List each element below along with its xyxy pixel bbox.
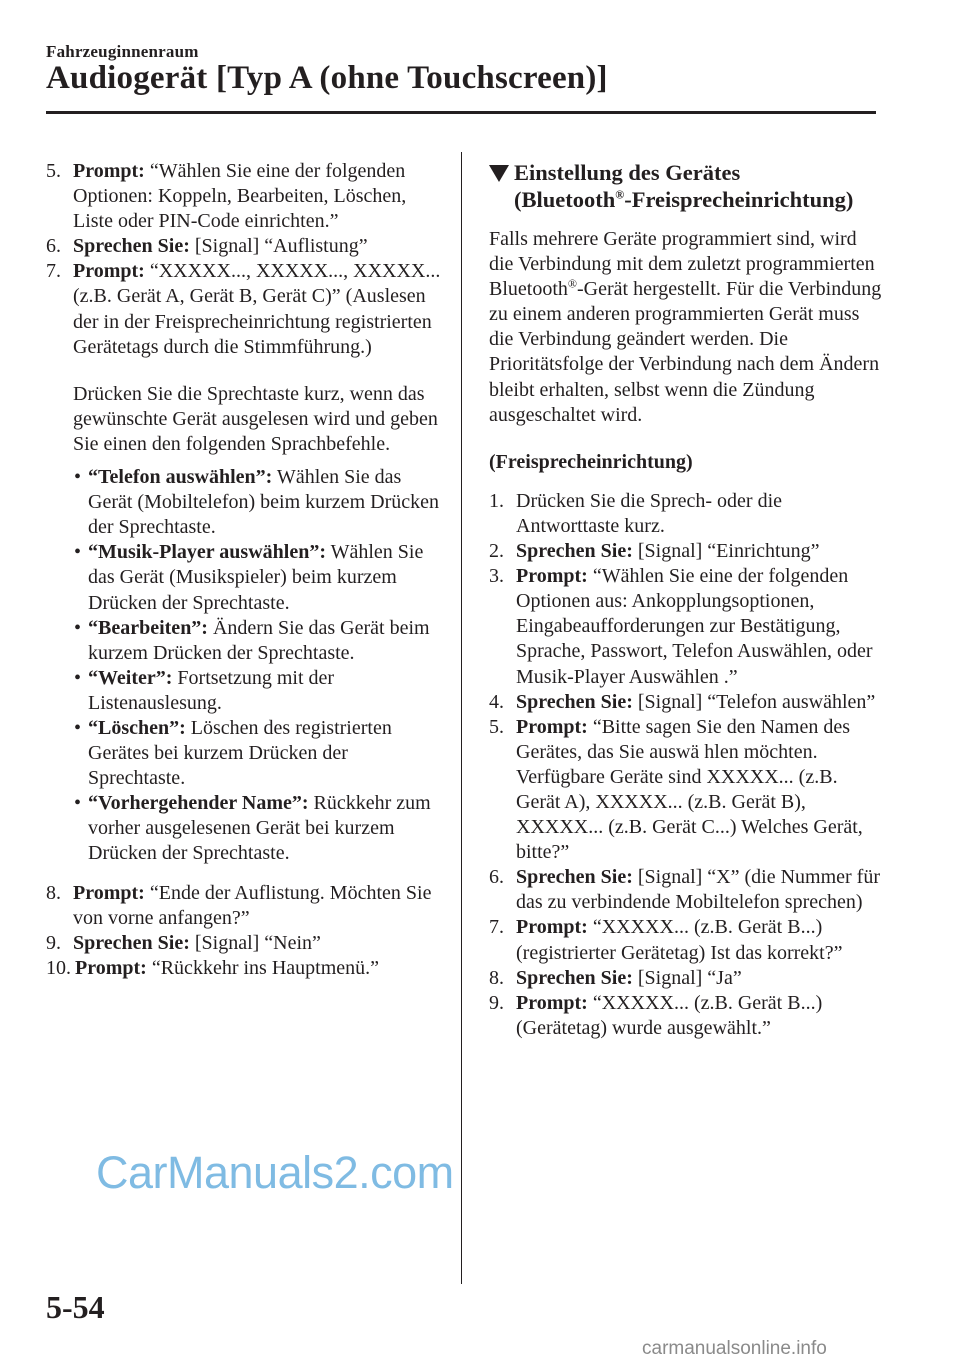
column-divider	[461, 152, 462, 1284]
step-text: “Bitte sagen Sie den Namen des Gerätes, das Sie auswä hlen möchten. Verfügbare Geräte sind XXXXX... (z.B. Gerät A), XXXXX... (z.B. Gerät B), XXXXX... (z.B. Gerät C...) Welches Gerät, bitte?”	[516, 715, 863, 864]
bullet-text: Löschen des registrierten Gerätes bei kurzem Drücken der Sprechtaste.	[88, 716, 392, 790]
bullet-label: “Löschen”:	[88, 716, 186, 739]
step-number: 8.	[46, 881, 61, 904]
step-label: Prompt:	[516, 715, 588, 738]
step-note: Drücken Sie die Sprechtaste kurz, wenn das gewünschte Gerät ausgelesen wird und geben Sie einen den folgenden Sprachbefehle.	[73, 382, 438, 455]
step-number: 5.	[46, 160, 61, 182]
step-label: Prompt:	[516, 916, 588, 939]
step-label: Sprechen Sie:	[516, 540, 633, 563]
bullet-label: “Vorhergehender Name”:	[88, 792, 309, 815]
step-item	[489, 865, 884, 915]
triangle-marker-icon	[489, 165, 509, 182]
step-number: 9.	[489, 991, 504, 1014]
step-text: [Signal] “X” (die Nummer für das zu verbindende Mobiltelefon sprechen)	[516, 866, 880, 914]
page-title: Audiogerät [Typ A (ohne Touchscreen)]	[46, 60, 608, 96]
bullet-text: Ändern Sie das Gerät beim kurzem Drücken der Sprechtaste.	[88, 616, 430, 664]
step-text: [Signal] “Telefon auswählen”	[632, 690, 876, 713]
step-number: 7.	[46, 260, 61, 283]
step-text: “Rückkehr ins Hauptmenü.”	[146, 956, 380, 979]
bullet-item: • “Telefon auswählen”: Wählen Sie das Gerät (Mobiltelefon) beim kurzem Drücken der Sprechtaste.	[74, 466, 439, 539]
step-number: 7.	[489, 916, 504, 939]
step-label: Prompt:	[73, 881, 145, 904]
left-column	[46, 159, 441, 981]
right-column	[489, 159, 884, 1041]
step-text: “Ende der Auflistung. Möchten Sie von vorne anfangen?”	[73, 881, 432, 929]
intro-paragraph: Falls mehrere Geräte programmiert sind, wird die Verbindung mit dem zuletzt programmierten Bluetooth®-Gerät hergestellt. Für die Verbindung zu einem anderen programmierten Gerät muss die Verbindung geändert werden. Die Prioritätsfolge der Verbindung nach dem Ändern bleibt erhalten, selbst wenn die Zündung ausgeschaltet wird.	[489, 228, 882, 426]
step-item	[489, 715, 884, 866]
step-item	[489, 564, 884, 689]
step-number: 3.	[489, 565, 504, 588]
step-item	[46, 956, 441, 981]
step-item	[489, 489, 884, 539]
step-label: Prompt:	[73, 260, 145, 283]
bullet-label: “Bearbeiten”:	[88, 616, 208, 639]
step-item	[489, 966, 884, 991]
bullet-label: “Musik-Player auswählen”:	[88, 541, 326, 564]
step-text: [Signal] “Nein”	[189, 931, 321, 954]
bullet-text: Wählen Sie das Gerät (Musikspieler) beim kurzem Drücken der Sprechtaste.	[88, 541, 424, 614]
bullet-text: Wählen Sie das Gerät (Mobiltelefon) beim kurzem Drücken der Sprechtaste.	[88, 466, 439, 539]
step-text: “Wählen Sie eine der folgenden Optionen: Koppeln, Bearbeiten, Löschen, Liste oder PIN-Code einrichten.”	[73, 160, 407, 233]
bullet-text: Rückkehr zum vorher ausgelesenen Gerät bei kurzem Drücken der Sprechtaste.	[88, 792, 431, 865]
bullet-item: • “Musik-Player auswählen”: Wählen Sie das Gerät (Musikspieler) beim kurzem Drücken der Sprechtaste.	[74, 541, 424, 614]
step-item	[489, 539, 884, 564]
footer-watermark[interactable]: carmanualsonline.info	[642, 1338, 827, 1359]
step-label: Prompt:	[516, 565, 588, 588]
bullet-item: • “Vorhergehender Name”: Rückkehr zum vorher ausgelesenen Gerät bei kurzem Drücken der Sprechtaste.	[74, 792, 431, 865]
step-text: [Signal] “Ja”	[632, 966, 742, 989]
step-item	[46, 259, 441, 359]
step-label: Sprechen Sie:	[73, 235, 190, 258]
bullet-label: “Weiter”:	[88, 666, 173, 689]
step-item	[46, 159, 441, 234]
section-label: Fahrzeuginnenraum	[46, 42, 199, 61]
header-divider	[46, 111, 876, 114]
step-text: “XXXXX... (z.B. Gerät B...) (Gerätetag) wurde ausgewählt.”	[516, 991, 823, 1039]
bullet-text: Fortsetzung mit der Listenauslesung.	[88, 666, 335, 714]
step-item	[489, 915, 884, 965]
step-number: 6.	[46, 235, 61, 258]
step-label: Sprechen Sie:	[73, 931, 190, 954]
section-heading: Einstellung des Gerätes (Bluetooth®-Freisprecheinrichtung)	[489, 159, 884, 213]
step-text: [Signal] “Auflistung”	[189, 235, 368, 258]
step-label: Prompt:	[516, 991, 588, 1014]
step-item	[46, 931, 441, 956]
bullet-label: “Telefon auswählen”:	[88, 466, 273, 489]
step-number: 4.	[489, 690, 504, 713]
step-item	[489, 690, 884, 715]
watermark-logo[interactable]: CarManuals2.com	[96, 1147, 454, 1198]
step-number: 5.	[489, 715, 504, 738]
bullet-item: • “Weiter”: Fortsetzung mit der Listenauslesung.	[74, 666, 335, 714]
step-item	[46, 881, 441, 931]
step-number: 10.	[46, 956, 71, 979]
step-label: Prompt:	[73, 160, 145, 182]
step-text: “Wählen Sie eine der folgenden Optionen aus: Ankopplungsoptionen, Eingabeaufforderungen zur Bestätigung, Sprache, Passwort, Telefon Auswählen, oder Musik-Player Auswählen .”	[516, 565, 873, 688]
step-number: 6.	[489, 866, 504, 889]
bullet-item: • “Löschen”: Löschen des registrierten Gerätes bei kurzem Drücken der Sprechtaste.	[74, 716, 392, 790]
bullet-item: • “Bearbeiten”: Ändern Sie das Gerät beim kurzem Drücken der Sprechtaste.	[74, 616, 430, 664]
step-number: 9.	[46, 931, 61, 954]
step-number: 8.	[489, 966, 504, 989]
step-label: Sprechen Sie:	[516, 690, 633, 713]
step-text: [Signal] “Einrichtung”	[632, 540, 820, 563]
sub-heading: (Freisprecheinrichtung)	[489, 450, 693, 473]
step-number: 1.	[489, 489, 504, 512]
step-label: Sprechen Sie:	[516, 966, 633, 989]
step-item	[489, 991, 884, 1041]
step-item	[46, 234, 441, 259]
step-number: 2.	[489, 540, 504, 563]
step-label: Sprechen Sie:	[516, 866, 633, 889]
step-text: “XXXXX... (z.B. Gerät B...) (registrierter Gerätetag) Ist das korrekt?”	[516, 916, 843, 964]
step-text: “XXXXX..., XXXXX..., XXXXX... (z.B. Gerät A, Gerät B, Gerät C)” (Auslesen der in der Freisprecheinrichtung registrierten Gerätetags durch die Stimmführung.)	[73, 260, 441, 358]
step-text: Drücken Sie die Sprech- oder die Antworttaste kurz.	[516, 489, 783, 537]
step-label: Prompt:	[75, 956, 147, 979]
page-number: 5-54	[46, 1289, 105, 1325]
